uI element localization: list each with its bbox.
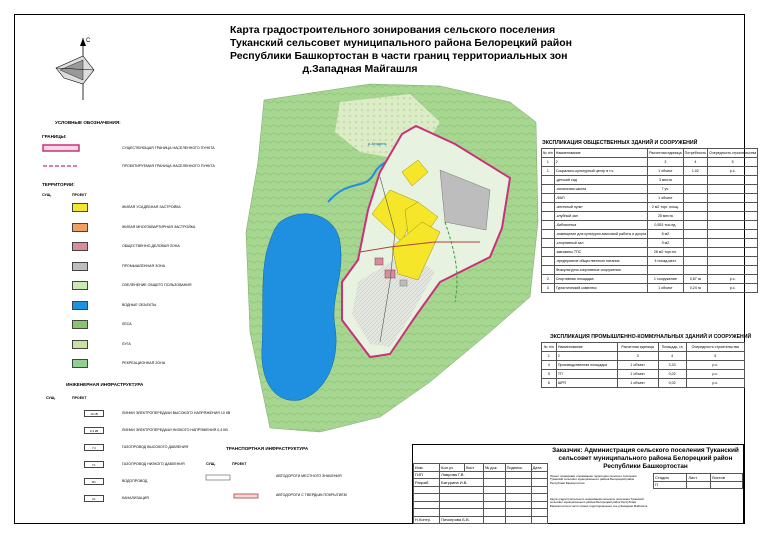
table-cell	[708, 239, 758, 248]
table-cell: 1 объект	[617, 370, 658, 379]
table-cell: 0,553 тыс.ед.	[648, 221, 683, 230]
table-cell: 0,87 га	[683, 275, 707, 284]
territory-label: ЛЕСА	[122, 322, 132, 326]
territory-label: ЖИЛАЯ УСАДЕБНАЯ ЗАСТРОЙКА	[122, 205, 181, 209]
table-cell: № п/п	[542, 343, 557, 352]
table-cell: 2	[554, 158, 647, 167]
table-cell: 3,33	[658, 361, 686, 370]
table-cell	[542, 203, 555, 212]
table-cell: -библиотека	[554, 221, 647, 230]
infra-label: ВОДОПРОВОД	[122, 479, 148, 483]
table-cell: 0,02	[658, 370, 686, 379]
infra-label: ЛИНИИ ЭЛЕКТРОПЕРЕДАЧИ ВЫСОКОГО НАПРЯЖЕНИЯ 10 КВ	[122, 411, 231, 415]
table-cell	[708, 230, 758, 239]
title-line-3: Республики Башкортостан в части границ территориальных зон	[230, 50, 568, 62]
customer-text: Заказчик: Администрация сельского поселения Туканский сельсовет муниципального района Белорецкий район Республики Башкортостан	[552, 447, 739, 470]
table-cell: 4	[542, 361, 557, 370]
territory-label: ЖИЛАЯ МНОГОКВАРТИРНАЯ ЗАСТРОЙКА	[122, 224, 196, 229]
table-cell: 5	[686, 352, 744, 361]
table-cell: р.с.	[708, 167, 758, 176]
table-cell	[708, 212, 758, 221]
table-cell: 1 объект	[617, 361, 658, 370]
table-cell	[683, 266, 707, 275]
boundary-swatches	[42, 144, 82, 174]
table-cell	[542, 212, 555, 221]
table-cell: 4	[658, 352, 686, 361]
territory-swatch	[72, 242, 88, 251]
table-cell: 4	[683, 158, 707, 167]
table-cell: р.с.	[686, 379, 744, 388]
table-row	[542, 185, 758, 194]
table-cell: 3	[542, 284, 555, 293]
table-cell	[683, 239, 707, 248]
table-cell	[542, 230, 555, 239]
col-list: Лист	[464, 464, 483, 472]
table-cell	[542, 194, 555, 203]
infra-header: ИНЖЕНЕРНАЯ ИНФРАСТРУКТУРА	[66, 382, 144, 387]
table-cell: р.с.	[708, 284, 758, 293]
local-road-swatch	[206, 475, 230, 480]
table-row	[542, 370, 745, 379]
title-line-4: д.Западная Майгашля	[302, 63, 418, 75]
table-cell: 1 сооружение	[648, 275, 683, 284]
table-cell	[683, 257, 707, 266]
legend-boundary-existing: СУЩЕСТВУЮЩАЯ ГРАНИЦА НАСЕЛЕННОГО ПУНКТА	[122, 146, 215, 150]
table-cell	[542, 266, 555, 275]
table-cell: 7 уч.	[648, 185, 683, 194]
public-table-title: ЭКСПЛИКАЦИЯ ОБЩЕСТВЕННЫХ ЗДАНИЙ И СООРУЖЕНИЙ	[542, 140, 698, 146]
river-label: р.Агидель	[368, 141, 387, 146]
table-cell: Наименование	[556, 343, 617, 352]
table-row	[542, 221, 758, 230]
razrab-role: Разраб.	[414, 479, 440, 487]
infra-swatch: Г1	[84, 461, 104, 468]
table-cell: -помещение для культурно-массовой работы и досуга	[554, 230, 647, 239]
table-row	[542, 203, 758, 212]
industrial-table-title: ЭКСПЛИКАЦИЯ ПРОМЫШЛЕННО-КОММУНАЛЬНЫХ ЗДАНИЙ И СООРУЖЕНИЙ	[550, 334, 752, 340]
table-cell: 4 посад.мест	[648, 257, 683, 266]
territory-swatch	[72, 359, 88, 368]
infra-swatch: К1	[84, 495, 104, 502]
zoning-map	[240, 82, 540, 434]
public-building	[385, 270, 395, 278]
north-arrow-icon	[50, 34, 100, 104]
table-cell: 2 м2 торг. площ.	[648, 203, 683, 212]
table-cell: 2	[542, 275, 555, 284]
table-cell	[542, 176, 555, 185]
table-row	[542, 230, 758, 239]
table-cell	[708, 221, 758, 230]
table-cell	[708, 176, 758, 185]
table-cell	[708, 185, 758, 194]
table-cell	[708, 257, 758, 266]
sheet-info-table	[653, 473, 743, 489]
utility-building	[400, 280, 407, 286]
table-cell: р.с.	[686, 361, 744, 370]
table-cell	[683, 248, 707, 257]
table-cell: -детский сад	[554, 176, 647, 185]
table-cell	[683, 212, 707, 221]
infra-col-project: ПРОЕКТ	[72, 396, 87, 400]
table-cell	[683, 203, 707, 212]
table-row	[542, 257, 758, 266]
table-row	[542, 212, 758, 221]
territory-swatch	[72, 340, 88, 349]
transport-swatches	[204, 470, 264, 504]
sheets-label: Листов	[710, 474, 742, 482]
infra-swatch: 0,4 кВ	[84, 427, 104, 434]
sheet-name: Карта градостроительного зонирования сельского поселения Туканский сельсовет муниципального района Белорецкий район Республики Башкортостан в части границ территориальных зон д.Западная Майгашля	[550, 497, 648, 508]
col-doc: № док.	[483, 464, 505, 472]
lake	[262, 214, 341, 401]
table-cell: 1 объект	[648, 194, 683, 203]
table-cell: 3	[617, 352, 658, 361]
table-header-row	[542, 343, 745, 352]
table-cell	[708, 248, 758, 257]
table-cell	[542, 257, 555, 266]
infra-label: ГАЗОПРОВОД НИЗКОГО ДАВЛЕНИЯ	[122, 462, 185, 466]
territory-label: РЕКРЕАЦИОННАЯ ЗОНА	[122, 361, 166, 365]
table-cell: 1,02	[683, 167, 707, 176]
transport-col-existing: СУЩ.	[206, 462, 216, 466]
public-table	[541, 148, 758, 293]
table-cell: -ФАП	[554, 194, 647, 203]
territory-swatch	[72, 281, 88, 290]
col-project: ПРОЕКТ	[72, 193, 87, 197]
table-cell: 9 м2	[648, 239, 683, 248]
table-cell	[683, 176, 707, 185]
title-block	[412, 444, 744, 524]
table-row	[542, 176, 758, 185]
col-existing: СУЩ.	[42, 193, 52, 197]
territories-header: ТЕРРИТОРИИ:	[42, 182, 75, 187]
table-cell: р.с.	[686, 370, 744, 379]
table-cell	[683, 221, 707, 230]
nkontr-role: Н.Контр.	[414, 516, 440, 524]
territory-label: ВОДНЫЕ ОБЪЕКТЫ	[122, 302, 157, 307]
territory-label: ПРОМЫШЛЕННАЯ ЗОНА	[122, 263, 166, 268]
table-cell: Наименование	[554, 149, 647, 158]
gip-role: ГИП	[414, 471, 440, 479]
table-number-row	[542, 352, 745, 361]
infra-label: КАНАЛИЗАЦИЯ	[122, 496, 149, 500]
table-cell: Расчетная единица	[617, 343, 658, 352]
table-cell: 1 объект	[648, 284, 683, 293]
table-cell: Физкультурно-спортивные сооружения	[554, 266, 647, 275]
table-cell: -предприятие общественного питания	[554, 257, 647, 266]
table-cell: 1	[542, 167, 555, 176]
table-cell: 3	[648, 158, 683, 167]
nkontr-name: Пичкерова Б.В.	[440, 516, 484, 524]
table-cell	[648, 266, 683, 275]
table-cell: 26 м2 торг.пл.	[648, 248, 683, 257]
col-sign: Подпись	[505, 464, 531, 472]
table-number-row	[542, 158, 758, 167]
table-cell: Производственная площадка	[556, 361, 617, 370]
infra-label: ГАЗОПРОВОД ВЫСОКОГО ДАВЛЕНИЯ	[122, 445, 189, 449]
table-cell: 1	[542, 158, 555, 167]
table-row	[542, 266, 758, 275]
table-cell: -клубный зал	[554, 212, 647, 221]
col-izm: Изм.	[414, 464, 440, 472]
existing-boundary-swatch	[43, 145, 79, 151]
boundaries-header: ГРАНИЦЫ:	[42, 134, 67, 139]
table-cell: 1	[542, 352, 557, 361]
table-row	[542, 239, 758, 248]
table-cell	[683, 194, 707, 203]
table-row	[542, 194, 758, 203]
table-cell	[542, 248, 555, 257]
table-cell: 0,24 га	[683, 284, 707, 293]
table-cell: -аптечный пункт	[554, 203, 647, 212]
table-row	[542, 284, 758, 293]
territory-label: ЛУГА	[122, 341, 131, 346]
table-cell: 0,02	[658, 379, 686, 388]
paved-road-swatch	[234, 494, 258, 498]
table-cell: 1 объект	[648, 167, 683, 176]
table-cell: № п/п	[542, 149, 555, 158]
territory-label: ОБЩЕСТВЕННО-ДЕЛОВАЯ ЗОНА	[122, 244, 180, 248]
table-cell: -начальная школа	[554, 185, 647, 194]
territory-swatch	[72, 320, 88, 329]
col-kol: Кол.уч	[440, 464, 464, 472]
table-cell: 2	[556, 352, 617, 361]
infra-swatch: В1	[84, 478, 104, 485]
table-cell: 5	[708, 158, 758, 167]
table-cell	[542, 221, 555, 230]
table-row	[542, 361, 745, 370]
table-cell: Социально-культурный центр в т.ч.	[554, 167, 647, 176]
table-cell: Туристический комплекс	[554, 284, 647, 293]
table-cell: 8 м2	[648, 230, 683, 239]
legend-boundary-projected: ПРОЕКТИРУЕМАЯ ГРАНИЦА НАСЕЛЕННОГО ПУНКТА	[122, 164, 215, 168]
table-cell: -магазины ТПС	[554, 248, 647, 257]
table-cell: Расчетная единица	[648, 149, 683, 158]
legend-paved-road: АВТОДОРОГИ С ТВЕРДЫМ ПОКРЫТИЕМ	[276, 493, 347, 497]
stage-label: Стадия	[654, 474, 687, 482]
table-cell	[708, 203, 758, 212]
stage-value: П	[654, 481, 687, 489]
table-cell	[542, 185, 555, 194]
table-cell: Потребность	[683, 149, 707, 158]
territory-swatch	[72, 301, 88, 310]
project-name: Проект планировки и межевания территории сельского поселения Туканский сельсовет муниципального района Белорецкий район Республики Башкортостан	[550, 474, 637, 485]
territory-swatch	[72, 262, 88, 271]
table-cell: ТП	[556, 370, 617, 379]
transport-header: ТРАНСПОРТНАЯ ИНФРАСТРУКТУРА	[226, 446, 309, 451]
north-label: С	[86, 38, 91, 44]
table-row	[542, 248, 758, 257]
gip-name: Лаврова Г.В.	[440, 471, 484, 479]
table-cell	[542, 239, 555, 248]
table-cell: 25 места	[648, 212, 683, 221]
territory-label: ОЗЕЛЕНЕНИЕ ОБЩЕГО ПОЛЬЗОВАНИЯ	[122, 283, 192, 287]
table-cell: ШРП	[556, 379, 617, 388]
table-row	[542, 379, 745, 388]
sheet-label: Лист	[687, 474, 710, 482]
table-row	[542, 275, 758, 284]
table-cell: Очередность строительства	[686, 343, 744, 352]
infra-label: ЛИНИИ ЭЛЕКТРОПЕРЕДАЧИ НИЗКОГО НАПРЯЖЕНИЯ 0,4 КВ	[122, 428, 228, 432]
table-cell: Площадь, га	[658, 343, 686, 352]
table-cell	[708, 194, 758, 203]
table-cell: Очередность строительства	[708, 149, 758, 158]
transport-col-project: ПРОЕКТ	[232, 462, 247, 466]
table-cell	[683, 230, 707, 239]
razrab-name: Батурина И.В.	[440, 479, 484, 487]
map-title	[230, 24, 572, 76]
table-cell	[708, 266, 758, 275]
table-cell: -спортивный зал	[554, 239, 647, 248]
table-cell: Спортивная площадка	[554, 275, 647, 284]
table-cell: 6	[542, 379, 557, 388]
title-line-1: Карта градостроительного зонирования сельского поселения	[230, 24, 556, 36]
table-cell: 1 объект	[617, 379, 658, 388]
legend-local-road: АВТОДОРОГИ МЕСТНОГО ЗНАЧЕНИЯ	[276, 474, 342, 478]
col-date: Дата	[531, 464, 547, 472]
title-line-2: Туканский сельсовет муниципального района Белорецкий район	[230, 37, 572, 49]
table-row	[542, 167, 758, 176]
legend-header: УСЛОВНЫЕ ОБОЗНАЧЕНИЯ:	[55, 120, 121, 125]
table-cell: 5	[542, 370, 557, 379]
revision-table	[413, 463, 548, 524]
table-cell: р.с.	[708, 275, 758, 284]
public-building	[375, 258, 383, 265]
infra-col-existing: СУЩ.	[46, 396, 56, 400]
territory-swatch	[72, 223, 88, 232]
table-header-row	[542, 149, 758, 158]
table-cell: 3 места	[648, 176, 683, 185]
territory-swatch	[72, 203, 88, 212]
infra-swatch: 10 кВ	[84, 410, 104, 417]
table-cell	[683, 185, 707, 194]
infra-swatch: Г4	[84, 444, 104, 451]
industrial-table	[541, 342, 745, 388]
